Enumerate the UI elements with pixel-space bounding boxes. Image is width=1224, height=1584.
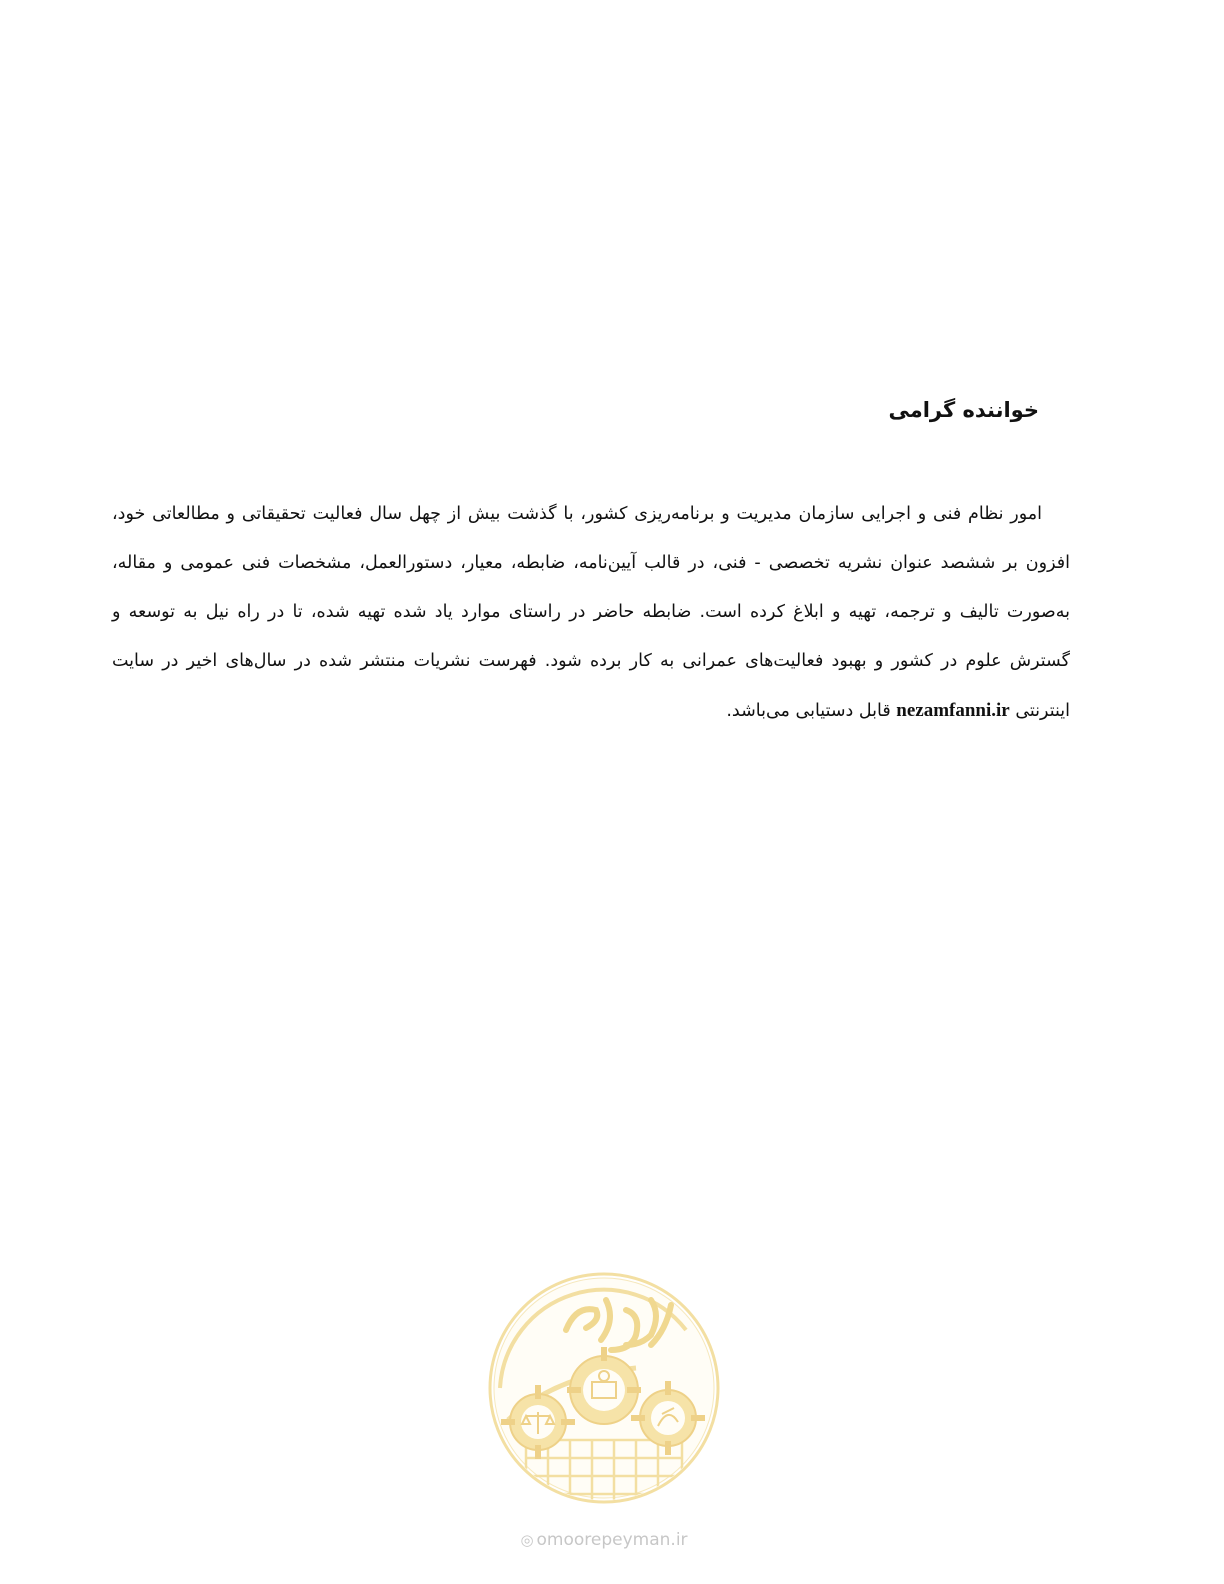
intro-paragraph [112,490,1070,736]
watermark-logo [486,1270,722,1506]
globe-icon: ◎ [520,1531,534,1549]
paragraph-text-after-link: قابل دستیابی می‌باشد. [726,701,891,721]
watermark-url-text: omoorepeyman.ir [536,1530,688,1550]
watermark-url [496,1530,712,1550]
paragraph-text-before-link: امور نظام فنی و اجرایی سازمان مدیریت و برنامه‌ریزی کشور، با گذشت بیش از چهل سال فعالیت تحقیقاتی و مطالعاتی خود، افزون بر ششصد عنوان نشریه تخصصی - فنی، در قالب آیین‌نامه، ضابطه، معیار، دستورالعمل، مشخصات فنی عمومی و مقاله، به‌صورت تالیف و ترجمه، تهیه و ابلاغ کرده است. ضابطه حاضر در راستای موارد یاد شده تهیه شده، تا در راه نیل به توسعه و گسترش علوم در کشور و بهبود فعالیت‌های عمرانی به کار برده شود. فهرست نشریات منتشر شده در سال‌های اخیر در سایت اینترنتی [112,504,1070,721]
gears-building-seal-icon [486,1270,722,1506]
website-link[interactable]: nezamfanni.ir [896,700,1010,721]
page-heading: خواننده گرامی [888,398,1039,422]
